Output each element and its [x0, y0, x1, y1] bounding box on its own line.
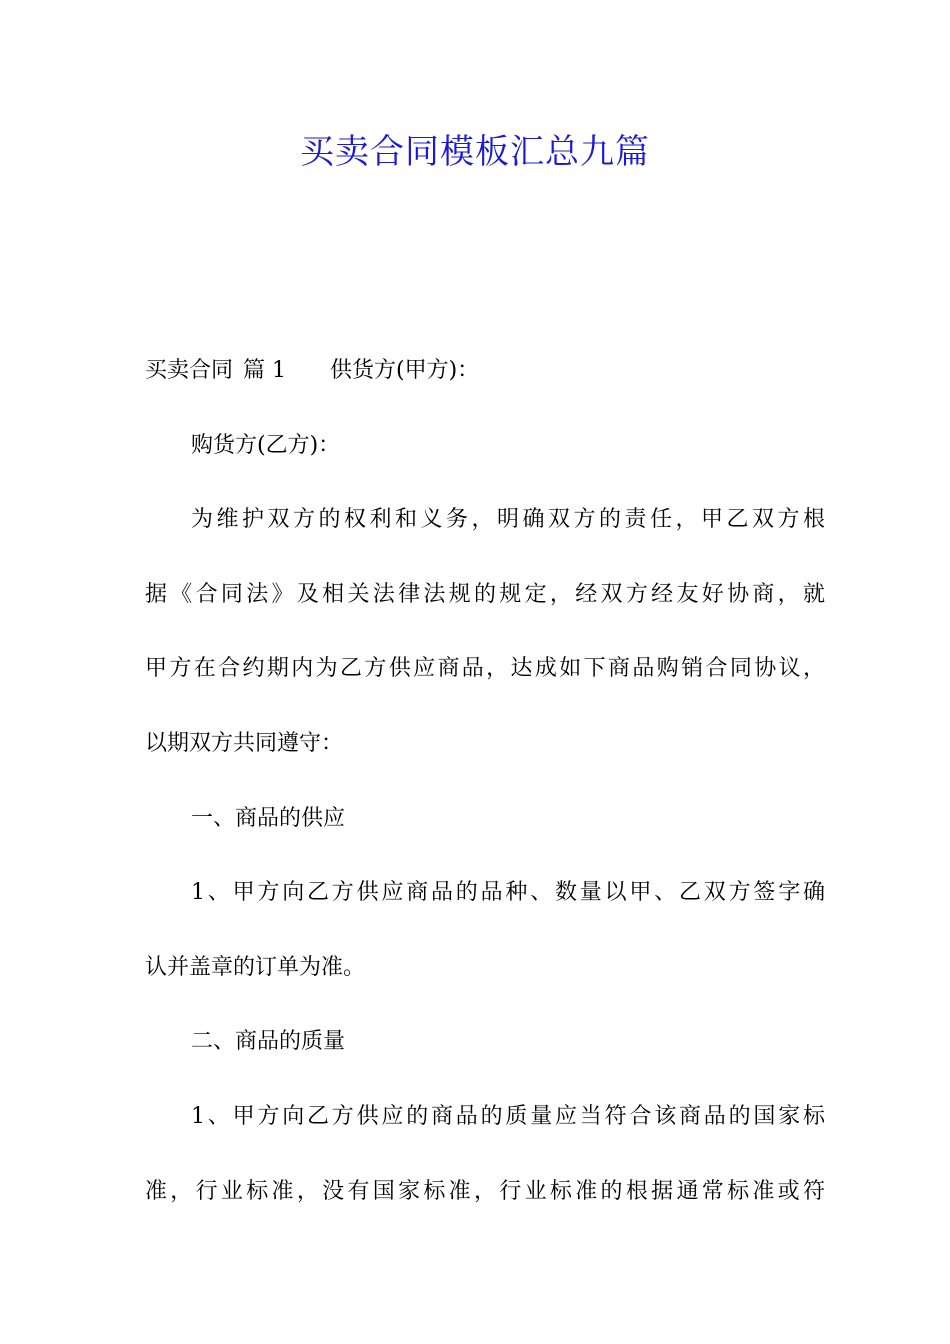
body-line: 一、商品的供应: [191, 805, 346, 831]
body-line: 1、甲方向乙方供应的商品的质量应当符合该商品的国家标: [191, 1103, 825, 1129]
body-line: 以期双方共同遵守：: [145, 730, 344, 756]
body-line: 据《合同法》及相关法律法规的规定，经双方经友好协商，就: [145, 581, 825, 607]
contract-paragraphs: [145, 483, 825, 1229]
body-line: 1、甲方向乙方供应商品的品种、数量以甲、乙双方签字确: [191, 880, 825, 906]
body-line: 甲方在合约期内为乙方供应商品，达成如下商品购销合同协议，: [145, 656, 825, 682]
body-line: 认并盖章的订单为准。: [145, 954, 366, 980]
document-title: 买卖合同模板汇总九篇: [300, 132, 650, 172]
section-heading-label: 买卖合同: [145, 358, 234, 383]
section-number: 篇 1: [243, 358, 287, 383]
party-b-label: 购货方(乙方)：: [191, 432, 341, 458]
party-a-label: 供货方(甲方)：: [330, 358, 480, 383]
section-heading-line: [145, 334, 825, 409]
body-line: 准，行业标准，没有国家标准，行业标准的根据通常标准或符: [145, 1178, 825, 1204]
body-line: 为维护双方的权利和义务，明确双方的责任，甲乙双方根: [191, 507, 825, 533]
document-body: [145, 334, 825, 1229]
body-line: 二、商品的质量: [191, 1029, 346, 1055]
party-b-line: [145, 409, 825, 484]
